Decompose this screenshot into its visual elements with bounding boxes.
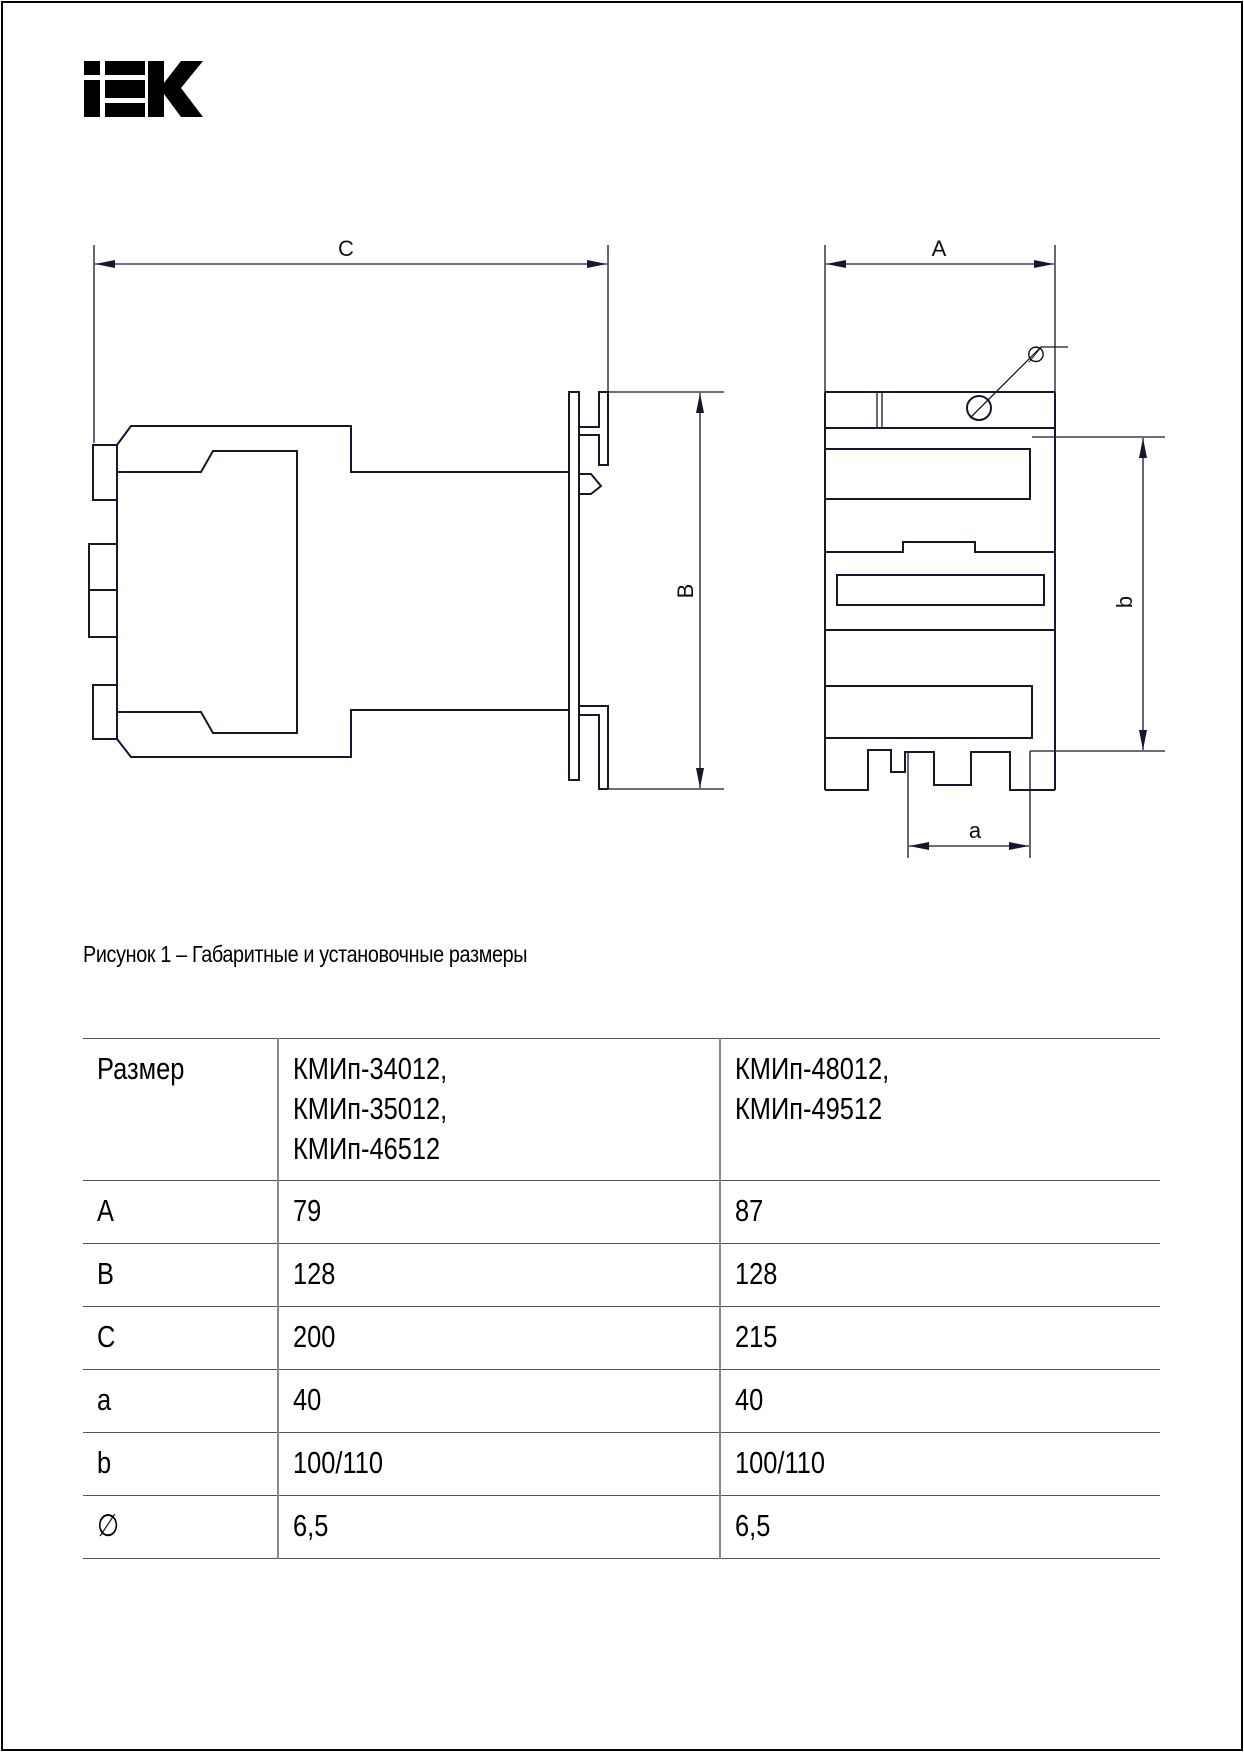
terminal-bottom (93, 685, 117, 739)
size-cell (83, 1370, 278, 1433)
section-3 (825, 686, 1032, 738)
terminal-mid-1 (89, 544, 117, 590)
size-cell (83, 1244, 278, 1307)
cell-text: 87 (735, 1193, 764, 1228)
size-cell (83, 1433, 278, 1496)
cell-text: 100/110 (735, 1445, 826, 1480)
table-row (83, 1433, 1160, 1496)
cell-text: 79 (293, 1193, 322, 1228)
table-row (83, 1307, 1160, 1370)
cell-text: b (97, 1445, 112, 1480)
value-cell (278, 1244, 720, 1307)
rail-hook-bottom-outer (579, 706, 608, 789)
cell-text: A (97, 1193, 114, 1228)
c-label: C (338, 236, 354, 261)
front-view (825, 236, 1165, 858)
value-cell (720, 1307, 1160, 1370)
header-size (83, 1039, 278, 1181)
figure-caption: Рисунок 1 – Габаритные и установочные размеры (83, 941, 528, 967)
width-label: A (931, 236, 947, 261)
cell-text: 215 (735, 1319, 778, 1354)
table-row (83, 1496, 1160, 1559)
cell-text: Размер (97, 1051, 185, 1086)
value-cell (278, 1370, 720, 1433)
size-cell (83, 1181, 278, 1244)
value-cell (720, 1496, 1160, 1559)
diameter-leader-label: ∅ (1026, 342, 1046, 367)
rail-hook-bottom-inner (579, 715, 608, 789)
mounting-plate (569, 392, 579, 780)
value-cell (720, 1244, 1160, 1307)
cell-text: КМИп-49512 (735, 1091, 883, 1126)
cell-text: КМИп-35012, (293, 1091, 448, 1126)
mounting-hole (967, 396, 991, 420)
label-window (837, 575, 1044, 605)
top-slot (877, 392, 882, 428)
mount-height-label: b (1112, 595, 1137, 609)
header-models-group-1 (278, 1039, 720, 1181)
table-row (83, 1181, 1160, 1244)
cell-text: C (97, 1319, 116, 1354)
bottom-profile (825, 750, 1055, 790)
terminal-top (93, 445, 117, 500)
value-cell (278, 1307, 720, 1370)
dimensions-table (83, 1038, 1160, 1559)
body-top-outline (117, 426, 569, 472)
cell-text: a (97, 1382, 112, 1417)
cell-text: 6,5 (735, 1508, 771, 1543)
cell-text: КМИп-46512 (293, 1131, 441, 1166)
cell-text: 6,5 (293, 1508, 329, 1543)
height-label: B (673, 583, 698, 599)
value-cell (720, 1370, 1160, 1433)
cell-text: 40 (735, 1382, 764, 1417)
cell-text: 128 (735, 1256, 778, 1291)
value-cell (720, 1181, 1160, 1244)
cell-text: B (97, 1256, 114, 1291)
cell-text: 200 (293, 1319, 336, 1354)
value-cell (278, 1496, 720, 1559)
value-cell (278, 1181, 720, 1244)
inner-block (117, 451, 297, 733)
table-row (83, 1370, 1160, 1433)
table-header-row (83, 1039, 1160, 1181)
size-cell (83, 1307, 278, 1370)
value-cell (278, 1433, 720, 1496)
header-models-group-2 (720, 1039, 1160, 1181)
diameter-leader (970, 347, 1068, 418)
size-cell (83, 1496, 278, 1559)
terminal-mid-2 (89, 590, 117, 637)
cell-text: 128 (293, 1256, 336, 1291)
value-cell (720, 1433, 1160, 1496)
rail-hook-top (579, 392, 608, 465)
diameter-icon: ∅ (97, 1508, 120, 1543)
side-view (89, 236, 724, 789)
body-bottom-outline (117, 710, 569, 757)
cell-text: 100/110 (293, 1445, 384, 1480)
cell-text: 40 (293, 1382, 322, 1417)
table-row (83, 1244, 1160, 1307)
section-divider-bump (825, 542, 1055, 552)
cell-text: КМИп-48012, (735, 1051, 890, 1086)
rail-latch (579, 474, 601, 494)
cell-text: КМИп-34012, (293, 1051, 448, 1086)
section-1 (825, 449, 1030, 499)
mount-width-label: a (968, 818, 982, 843)
